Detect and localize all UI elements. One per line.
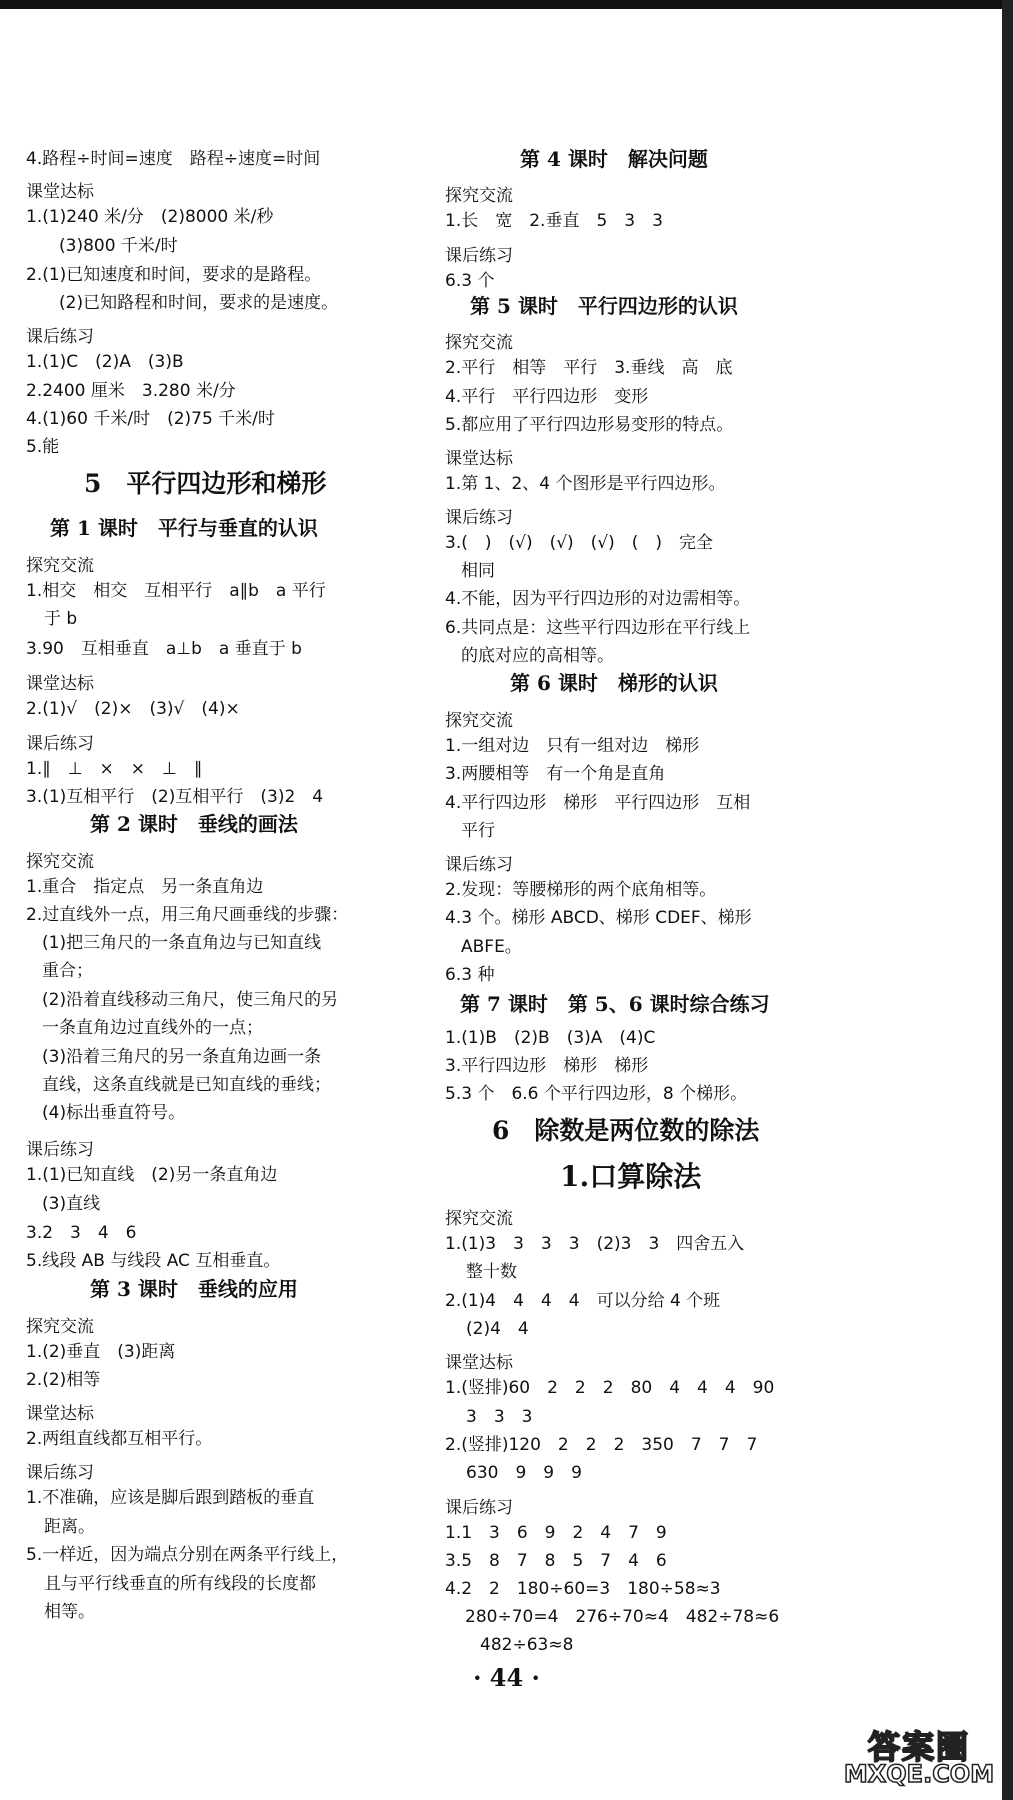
- right-answer-line: 4.平行 平行四边形 变形: [445, 387, 649, 407]
- left-answer-line: 3.2 3 4 6: [26, 1223, 137, 1243]
- left-answer-line: (1)把三角尺的一条直角边与已知直线: [42, 933, 322, 953]
- left-answer-line: 相等。: [44, 1602, 95, 1622]
- right-heading: 第 6 课时 梯形的认识: [510, 671, 718, 695]
- right-answer-line: 5.3 个 6.6 个平行四边形，8 个梯形。: [445, 1084, 748, 1104]
- left-answer-line: 1.相交 相交 互相平行 a∥b a 平行: [26, 581, 326, 601]
- right-heading: 第 5 课时 平行四边形的认识: [470, 294, 738, 318]
- right-answer-line: 3 3 3: [466, 1407, 533, 1427]
- right-section-label: 探究交流: [445, 1209, 513, 1229]
- left-section-label: 探究交流: [26, 852, 94, 872]
- right-answer-line: 2.(竖排)120 2 2 2 350 7 7 7: [445, 1435, 758, 1455]
- left-answer-line: (2)沿着直线移动三角尺，使三角尺的另: [42, 990, 339, 1010]
- right-answer-line: 1.第 1、2、4 个图形是平行四边形。: [445, 474, 726, 494]
- left-answer-line: 且与平行线垂直的所有线段的长度都: [44, 1574, 316, 1594]
- right-section-label: 课后练习: [445, 508, 513, 528]
- left-heading: 第 3 课时 垂线的应用: [90, 1277, 298, 1301]
- right-answer-line: ABFE。: [461, 937, 522, 957]
- left-answer-line: 1.(1)已知直线 (2)另一条直角边: [26, 1165, 278, 1185]
- left-answer-line: 4.路程÷时间=速度 路程÷速度=时间: [26, 149, 321, 169]
- right-answer-line: 482÷63≈8: [480, 1635, 574, 1655]
- right-answer-line: 4.2 2 180÷60=3 180÷58≈3: [445, 1579, 721, 1599]
- left-heading: 第 2 课时 垂线的画法: [90, 812, 298, 836]
- right-answer-line: 1.(1)B (2)B (3)A (4)C: [445, 1028, 656, 1048]
- left-answer-line: 2.2400 厘米 3.280 米/分: [26, 381, 236, 401]
- right-answer-line: 平行: [461, 821, 495, 841]
- right-answer-line: 1.(竖排)60 2 2 2 80 4 4 4 90: [445, 1378, 775, 1398]
- left-answer-line: (3)直线: [42, 1194, 101, 1214]
- right-answer-line: 2.平行 相等 平行 3.垂线 高 底: [445, 358, 733, 378]
- left-answer-line: 重合；: [42, 961, 93, 981]
- watermark-title: 答案圈: [867, 1728, 970, 1766]
- right-answer-line: 280÷70=4 276÷70≈4 482÷78≈6: [465, 1607, 780, 1627]
- right-answer-line: 3.( ) (√) (√) (√) ( ) 完全: [445, 533, 714, 553]
- left-answer-line: 1.∥ ⊥ × × ⊥ ∥: [26, 759, 203, 779]
- left-section-label: 课后练习: [26, 1140, 94, 1160]
- right-answer-line: 1.长 宽 2.垂直 5 3 3: [445, 211, 663, 231]
- left-section-label: 课堂达标: [26, 1404, 94, 1424]
- left-answer-line: 1.不准确，应该是脚后跟到踏板的垂直: [26, 1488, 315, 1508]
- right-section-label: 课堂达标: [445, 1353, 513, 1373]
- left-answer-line: (4)标出垂直符号。: [42, 1103, 186, 1123]
- left-section-label: 课堂达标: [26, 182, 94, 202]
- right-answer-line: 3.5 8 7 8 5 7 4 6: [445, 1551, 667, 1571]
- right-section-label: 探究交流: [445, 186, 513, 206]
- right-answer-line: 6.3 种: [445, 965, 495, 985]
- right-answer-line: 4.不能，因为平行四边形的对边需相等。: [445, 589, 751, 609]
- page-number: · 44 ·: [473, 1663, 540, 1692]
- right-heading: 第 7 课时 第 5、6 课时综合练习: [460, 992, 770, 1016]
- right-answer-line: 相同: [461, 561, 495, 581]
- right-answer-line: 4.3 个。梯形 ABCD、梯形 CDEF、梯形: [445, 908, 752, 928]
- left-answer-line: 2.过直线外一点，用三角尺画垂线的步骤：: [26, 905, 349, 925]
- right-section-label: 课堂达标: [445, 449, 513, 469]
- left-answer-line: 2.(1)√ (2)× (3)√ (4)×: [26, 699, 240, 719]
- right-answer-line: 1.一组对边 只有一组对边 梯形: [445, 736, 700, 756]
- left-section-label: 课后练习: [26, 1463, 94, 1483]
- right-answer-line: 3.两腰相等 有一个角是直角: [445, 764, 666, 784]
- left-answer-line: (3)800 千米/时: [42, 236, 178, 256]
- right-answer-line: 630 9 9 9: [466, 1463, 582, 1483]
- left-section-label: 课后练习: [26, 327, 94, 347]
- right-section-label: 课后练习: [445, 855, 513, 875]
- left-section-label: 探究交流: [26, 1317, 94, 1337]
- left-answer-line: 2.(2)相等: [26, 1370, 101, 1390]
- right-answer-line: 1.1 3 6 9 2 4 7 9: [445, 1523, 667, 1543]
- watermark-logo: [840, 1722, 998, 1790]
- left-heading: 5 平行四边形和梯形: [84, 469, 327, 498]
- right-heading: 第 4 课时 解决问题: [520, 147, 708, 171]
- left-answer-line: 于 b: [44, 609, 78, 629]
- right-answer-line: 3.平行四边形 梯形 梯形: [445, 1056, 649, 1076]
- left-answer-line: (2)已知路程和时间，要求的是速度。: [42, 293, 339, 313]
- left-answer-line: 1.重合 指定点 另一条直角边: [26, 877, 264, 897]
- right-section-label: 课后练习: [445, 246, 513, 266]
- left-answer-line: 1.(1)240 米/分 (2)8000 米/秒: [26, 207, 274, 227]
- right-answer-line: 4.平行四边形 梯形 平行四边形 互相: [445, 793, 751, 813]
- right-section-label: 探究交流: [445, 333, 513, 353]
- left-answer-line: 4.(1)60 千米/时 (2)75 千米/时: [26, 409, 275, 429]
- left-section-label: 探究交流: [26, 556, 94, 576]
- right-answer-line: 6.共同点是：这些平行四边形在平行线上: [445, 618, 751, 638]
- right-answer-line: 2.发现：等腰梯形的两个底角相等。: [445, 880, 717, 900]
- left-answer-line: 距离。: [44, 1517, 95, 1537]
- left-answer-line: 2.(1)已知速度和时间，要求的是路程。: [26, 265, 322, 285]
- left-answer-line: 5.能: [26, 437, 60, 457]
- right-answer-line: 2.(1)4 4 4 4 可以分给 4 个班: [445, 1291, 721, 1311]
- right-section-label: 探究交流: [445, 711, 513, 731]
- right-heading: 1.口算除法: [560, 1160, 702, 1193]
- left-answer-line: (3)沿着三角尺的另一条直角边画一条: [42, 1047, 322, 1067]
- left-answer-line: 1.(1)C (2)A (3)B: [26, 352, 184, 372]
- right-answer-line: (2)4 4: [466, 1319, 529, 1339]
- right-answer-line: 5.都应用了平行四边形易变形的特点。: [445, 415, 734, 435]
- right-section-label: 课后练习: [445, 1498, 513, 1518]
- watermark-url: MXQE.COM: [843, 1760, 995, 1788]
- left-answer-line: 直线，这条直线就是已知直线的垂线；: [42, 1075, 331, 1095]
- page-edge: [1002, 0, 1013, 1800]
- left-answer-line: 5.线段 AB 与线段 AC 互相垂直。: [26, 1251, 281, 1271]
- right-answer-line: 整十数: [466, 1262, 517, 1282]
- left-answer-line: 1.(2)垂直 (3)距离: [26, 1342, 176, 1362]
- left-answer-line: 一条直角边过直线外的一点；: [42, 1018, 263, 1038]
- right-answer-line: 的底对应的高相等。: [461, 646, 614, 666]
- left-heading: 第 1 课时 平行与垂直的认识: [50, 516, 318, 540]
- right-answer-line: 1.(1)3 3 3 3 (2)3 3 四舍五入: [445, 1234, 745, 1254]
- left-section-label: 课堂达标: [26, 674, 94, 694]
- left-answer-line: 5.一样近，因为端点分别在两条平行线上，: [26, 1545, 349, 1565]
- left-section-label: 课后练习: [26, 734, 94, 754]
- top-border: [0, 0, 1013, 9]
- left-answer-line: 3.90 互相垂直 a⊥b a 垂直于 b: [26, 639, 302, 659]
- right-heading: 6 除数是两位数的除法: [492, 1116, 760, 1145]
- right-answer-line: 6.3 个: [445, 271, 495, 291]
- left-answer-line: 3.(1)互相平行 (2)互相平行 (3)2 4: [26, 787, 324, 807]
- left-answer-line: 2.两组直线都互相平行。: [26, 1429, 213, 1449]
